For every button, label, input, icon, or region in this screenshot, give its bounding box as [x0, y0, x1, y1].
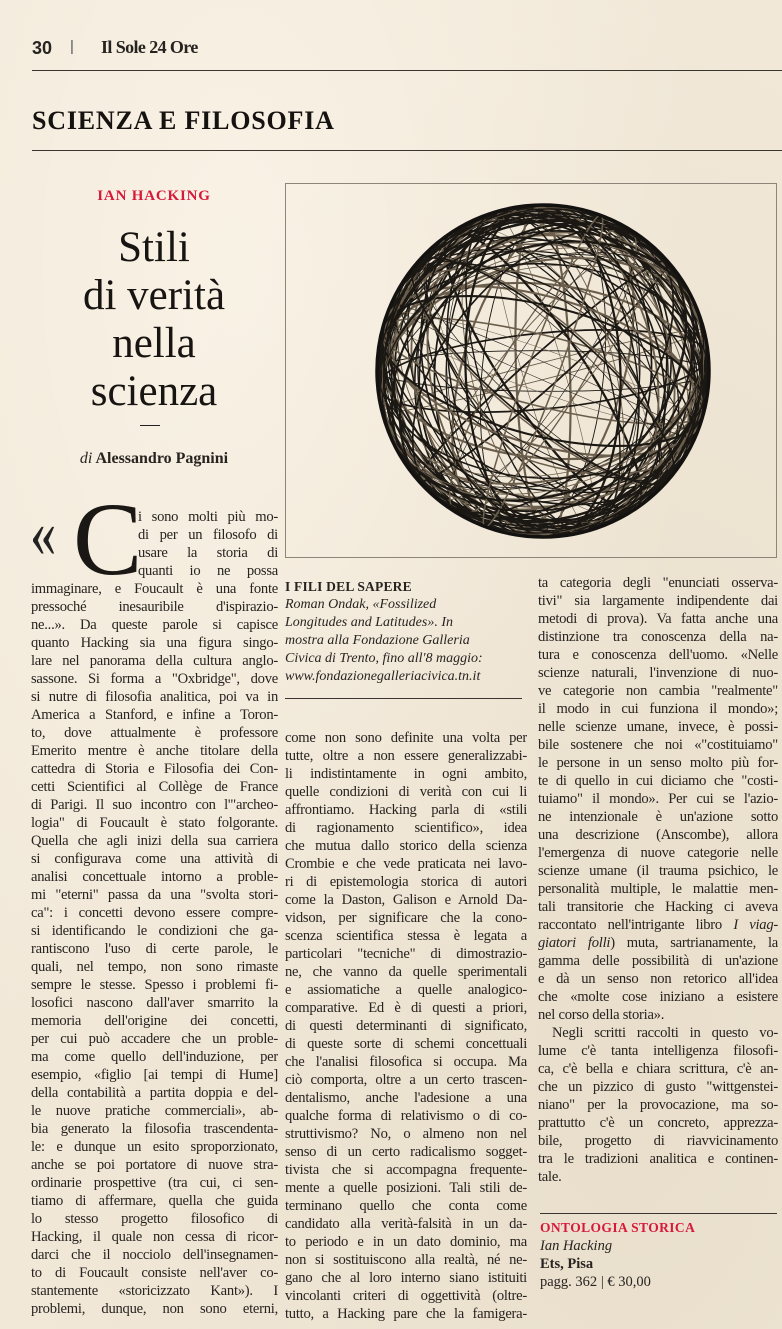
text-line: senso di un certo radicalismo sogget-	[285, 1144, 527, 1160]
byline-prefix: di	[79, 450, 93, 467]
text-line: lume c'è tanta intelligenza filosofi-	[538, 1043, 778, 1059]
text-line: America a Stanford, e infine a Toron-	[31, 707, 278, 723]
text-line: ma come quello dell'induzione, per	[31, 1049, 278, 1065]
article-title	[30, 224, 278, 416]
text-line: terminano quello che conta come	[285, 1198, 527, 1214]
text-line: della contabilità a partita doppia e del-	[31, 1085, 278, 1101]
text-line: ne...». Da queste parole si capisce	[31, 617, 278, 633]
text-line: pressoché inesauribile d'ispirazio-	[31, 599, 278, 615]
text-line: quanti io ne possa	[138, 563, 278, 579]
text-line: usare la storia di	[138, 545, 278, 561]
text-line: Hacking, il quale non cessa di ricor-	[31, 1229, 278, 1245]
text-line: tura e conoscenza dell'uomo. «Nelle	[538, 647, 778, 663]
text-line: che mutua dallo storico della scienza	[285, 838, 527, 854]
text-line: ciò comporta, oltre a un certo trascen-	[285, 1072, 527, 1088]
text-line: come non sono definite una volta per	[285, 730, 527, 746]
text-line: ne, che vanno da quelle sperimentali	[285, 964, 527, 980]
text-line: si identificando le condizioni che ga-	[31, 923, 278, 939]
header-rule	[32, 70, 782, 71]
wire-strands	[310, 184, 776, 557]
text-line	[538, 916, 778, 934]
text-line: personalità multiple, le malattie men-	[538, 881, 778, 897]
text-line: l'emergenza di nuove categorie nelle	[538, 845, 778, 861]
text-line: to, dove attualmente è professore	[31, 725, 278, 741]
text-line: Quella che agli inizi della sua carriera	[31, 833, 278, 849]
title-line: Stili	[118, 224, 190, 271]
book-publisher: Ets, Pisa	[540, 1256, 594, 1272]
text-line: che l'analisi filosofica si occupa. Ma	[285, 1054, 527, 1070]
text-line: di questi determinanti di significato,	[285, 1018, 527, 1034]
text-line: bile sostenere che noi «"costituiamo"	[538, 737, 778, 753]
text-line: le nuove pratiche commerciali», ab-	[31, 1103, 278, 1119]
book-pages: pagg. 362	[540, 1274, 598, 1290]
text-line: niano" per la provocazione, ma so-	[538, 1097, 778, 1113]
text-line: per cui può accadere che un proble-	[31, 1031, 278, 1047]
text-line: di per un filosofo di	[138, 527, 278, 543]
text-line: quali, nel tempo, non sono rimaste	[31, 959, 278, 975]
text-line: che un pizzico di gusto "wittgenstei-	[538, 1079, 778, 1095]
text-line: tali transitorie che Hacking ci aveva	[538, 899, 778, 915]
wire-strand	[346, 202, 739, 540]
text-line: candidato alla verità-falsità in un da-	[285, 1216, 527, 1232]
caption-line: Longitudes and Latitudes». In	[285, 615, 454, 630]
text-line: stantemente «storicizzato Kant»). I	[31, 1283, 278, 1299]
text-line: tale.	[538, 1169, 562, 1185]
text-line: di queste sorte di schemi concettuali	[285, 1036, 527, 1052]
text-span: ) muta, sartrianamente, la	[610, 935, 778, 951]
text-line: losofici nascono dall'aver smarrito la	[31, 995, 278, 1011]
text-line: una descrizione (Anscombe), allora	[538, 827, 778, 843]
dropcap-letter: C	[73, 482, 143, 597]
title-dash	[140, 425, 160, 426]
text-line: tutto, a Hacking pare che la famigera-	[285, 1306, 527, 1322]
section-rule	[32, 150, 782, 151]
text-line: nel corso della storia».	[538, 1007, 665, 1023]
book-title-italic: I viag-	[733, 917, 778, 933]
book-price-line	[540, 1273, 778, 1291]
text-line: lare nel panorama della cultura anglo-	[31, 653, 278, 669]
text-line: dentalismo, anche l'adesione a una	[285, 1090, 527, 1106]
byline	[30, 450, 278, 468]
text-line: prattutto c'è un concreto, apprezza-	[538, 1115, 778, 1131]
wire-sphere-image	[286, 184, 776, 557]
text-line: scienze naturali, l'invenzione di nuo-	[538, 665, 778, 681]
text-line: mente a quelle posizioni. Tali stili de-	[285, 1180, 527, 1196]
text-line	[538, 934, 778, 952]
article-column-3	[538, 574, 778, 1186]
caption-line: Civica di Trento, fino all'8 maggio:	[285, 651, 483, 666]
text-line: ri di epistemologia storica di autori	[285, 874, 527, 890]
article-column-2	[285, 729, 527, 1323]
text-span: raccontato nell'intrigante libro	[538, 917, 734, 933]
text-line: Crombie e che vede praticata nei lavo-	[285, 856, 527, 872]
text-line: le persone in un senso molto più for-	[538, 755, 778, 771]
text-line: non si sostituiscono alla realtà, né ne-	[285, 1252, 527, 1268]
text-line: che «molte cose iniziano a esistere	[538, 989, 778, 1005]
caption-url: www.fondazionegalleriacivica.tn.it	[285, 669, 481, 684]
caption-rule	[285, 698, 522, 699]
text-line: i sono molti più mo-	[138, 509, 278, 525]
text-line: ta categoria degli "enunciati osserva-	[538, 575, 778, 591]
text-line: te di quello in cui diciamo che "costi-	[538, 773, 778, 789]
book-title-italic: giatori folli	[538, 935, 611, 951]
text-line: vincolanti criteri di oggettività (oltre-	[285, 1288, 527, 1304]
text-line: to di Foucault consiste nell'aver co-	[31, 1265, 278, 1281]
text-line: scenza scientifica stessa è legata a	[285, 928, 527, 944]
text-line: metodi di prova). Va fatta anche una	[538, 611, 778, 627]
wire-strand	[343, 194, 743, 547]
newspaper-name: Il Sole 24 Ore	[101, 37, 198, 57]
text-line: ve categorie non cambia "realmente"	[538, 683, 778, 699]
text-line: mi "eterni" passa da una "svolta stori-	[31, 887, 278, 903]
text-line: distinzione tra conoscenza della na-	[538, 629, 778, 645]
text-line: e dà un senso non retorico all'idea	[538, 971, 778, 987]
text-line: di Parigi. Il suo incontro con l'"archeo-	[31, 797, 278, 813]
text-line: sassone. Si forma a "Oxbridge", dove	[31, 671, 278, 687]
text-line: esempio, «figlio [ai tempi di Hume]	[31, 1067, 278, 1083]
text-line: to periodo e in un dato dominio, ma	[285, 1234, 527, 1250]
text-line: darci che il nocciolo dell'insegnamen-	[31, 1247, 278, 1263]
text-line: si nutre di filosofia analitica, poi va in	[31, 689, 278, 705]
book-box-rule	[540, 1213, 777, 1214]
text-line: tuiamo" il mondo». Per cui se l'azio-	[538, 791, 778, 807]
title-line: scienza	[90, 368, 218, 415]
text-line: sempre le stesse. Spesso i problemi fi-	[31, 977, 278, 993]
text-line: gamma delle possibilità di un'azione	[538, 953, 778, 969]
text-line: cetti Scientifici al Collège de France	[31, 779, 278, 795]
header-separator: |	[70, 38, 74, 55]
text-line: gano che al loro interno siano istituiti	[285, 1270, 527, 1286]
article-kicker: IAN HACKING	[97, 188, 211, 204]
wire-strand	[344, 197, 742, 545]
book-price: € 30,00	[607, 1274, 651, 1290]
text-line: bia generato la filosofia trascendenta-	[31, 1121, 278, 1137]
text-line: le: e dunque un esito sproporzionato,	[31, 1139, 278, 1155]
text-line: rantiscono l'uso di certe parole, le	[31, 941, 278, 957]
text-line: e assiomatiche a quelle analogico-	[285, 982, 527, 998]
text-line: problemi, dunque, non sono eterni,	[31, 1301, 278, 1317]
photo-caption	[285, 578, 527, 686]
text-line: scienze umane (il trauma psichico, le	[538, 863, 778, 879]
text-line: Negli scritti raccolti in questo vo-	[552, 1025, 778, 1041]
text-line: tutte, oltre a non essere generalizzabi-	[285, 748, 527, 764]
text-line: ca, c'è bella e chiara scrittura, c'è an-	[538, 1061, 778, 1077]
dropcap-quote: «	[30, 495, 57, 572]
caption-line: Roman Ondak, «Fossilized	[285, 597, 437, 612]
text-line: ca": i concetti devono essere compre-	[31, 905, 278, 921]
text-line: di ragionamento scientifico», idea	[285, 820, 527, 836]
article-column-1	[31, 508, 278, 1318]
book-title: ONTOLOGIA STORICA	[540, 1220, 696, 1235]
text-line: qualche forma di relativismo o di co-	[285, 1108, 527, 1124]
text-line: comparative. Ed è di questi a priori,	[285, 1000, 527, 1016]
text-line: particolari "tecniche" di dimostrazio-	[285, 946, 527, 962]
caption-title: I FILI DEL SAPERE	[285, 579, 412, 594]
text-line: quanto Hacking sia una figura singo-	[31, 635, 278, 651]
section-title: SCIENZA E FILOSOFIA	[32, 106, 335, 135]
page-number: 30	[32, 38, 53, 58]
wire-strand	[347, 203, 739, 540]
book-author: Ian Hacking	[540, 1238, 613, 1254]
text-line: bile, progetto di riavvicinamento	[538, 1133, 778, 1149]
text-line: memoria dell'origine dei concetti,	[31, 1013, 278, 1029]
text-line: struttivismo? No, o almeno non nel	[285, 1126, 527, 1142]
book-info	[540, 1219, 778, 1291]
text-line: il modo in cui funziona il mondo»;	[538, 701, 778, 717]
byline-author: Alessandro Pagnini	[95, 450, 229, 467]
text-line: come la Daston, Galison e Arnold Da-	[285, 892, 527, 908]
text-line: ne intenzionale è un'azione sotto	[538, 809, 778, 825]
text-line: tivista che si accompagna frequente-	[285, 1162, 527, 1178]
text-line: tra le tradizioni analitica e continen-	[538, 1151, 778, 1167]
text-line: analisi concettuale intorno a proble-	[31, 869, 278, 885]
text-line: anche se poi portatore di nuove stra-	[31, 1157, 278, 1173]
text-line: cattedra di Storia e Filosofia dei Con-	[31, 761, 278, 777]
title-line: nella	[112, 320, 196, 367]
text-line: ordinarie prospettive (tra cui, ci sen-	[31, 1175, 278, 1191]
text-line: nelle scienze umane, invece, è possi-	[538, 719, 778, 735]
title-line: di verità	[82, 272, 226, 319]
text-line: quelle condizioni di verità con cui li	[285, 784, 527, 800]
caption-line: mostra alla Fondazione Galleria	[285, 633, 470, 648]
text-line: affrontiamo. Hacking parla di «stili	[285, 802, 527, 818]
price-separator: |	[600, 1274, 604, 1290]
text-line: lo stesso progetto filosofico di	[31, 1211, 278, 1227]
text-line: Emerito mentre è anche titolare della	[31, 743, 278, 759]
text-line: si configurava come una attività di	[31, 851, 278, 867]
text-line: vidson, per significare che la cono-	[285, 910, 527, 926]
text-line: immaginare, e Foucault è una fonte	[31, 581, 278, 597]
text-line: tivi" sia largamente indipendente dai	[538, 593, 778, 609]
text-line: tiamo di affermare, quella che guida	[31, 1193, 278, 1209]
text-line: li indistintamente in ogni ambito,	[285, 766, 527, 782]
photo-wire-sphere	[285, 183, 777, 558]
text-line: logia" di Foucault è stato folgorante.	[31, 815, 278, 831]
